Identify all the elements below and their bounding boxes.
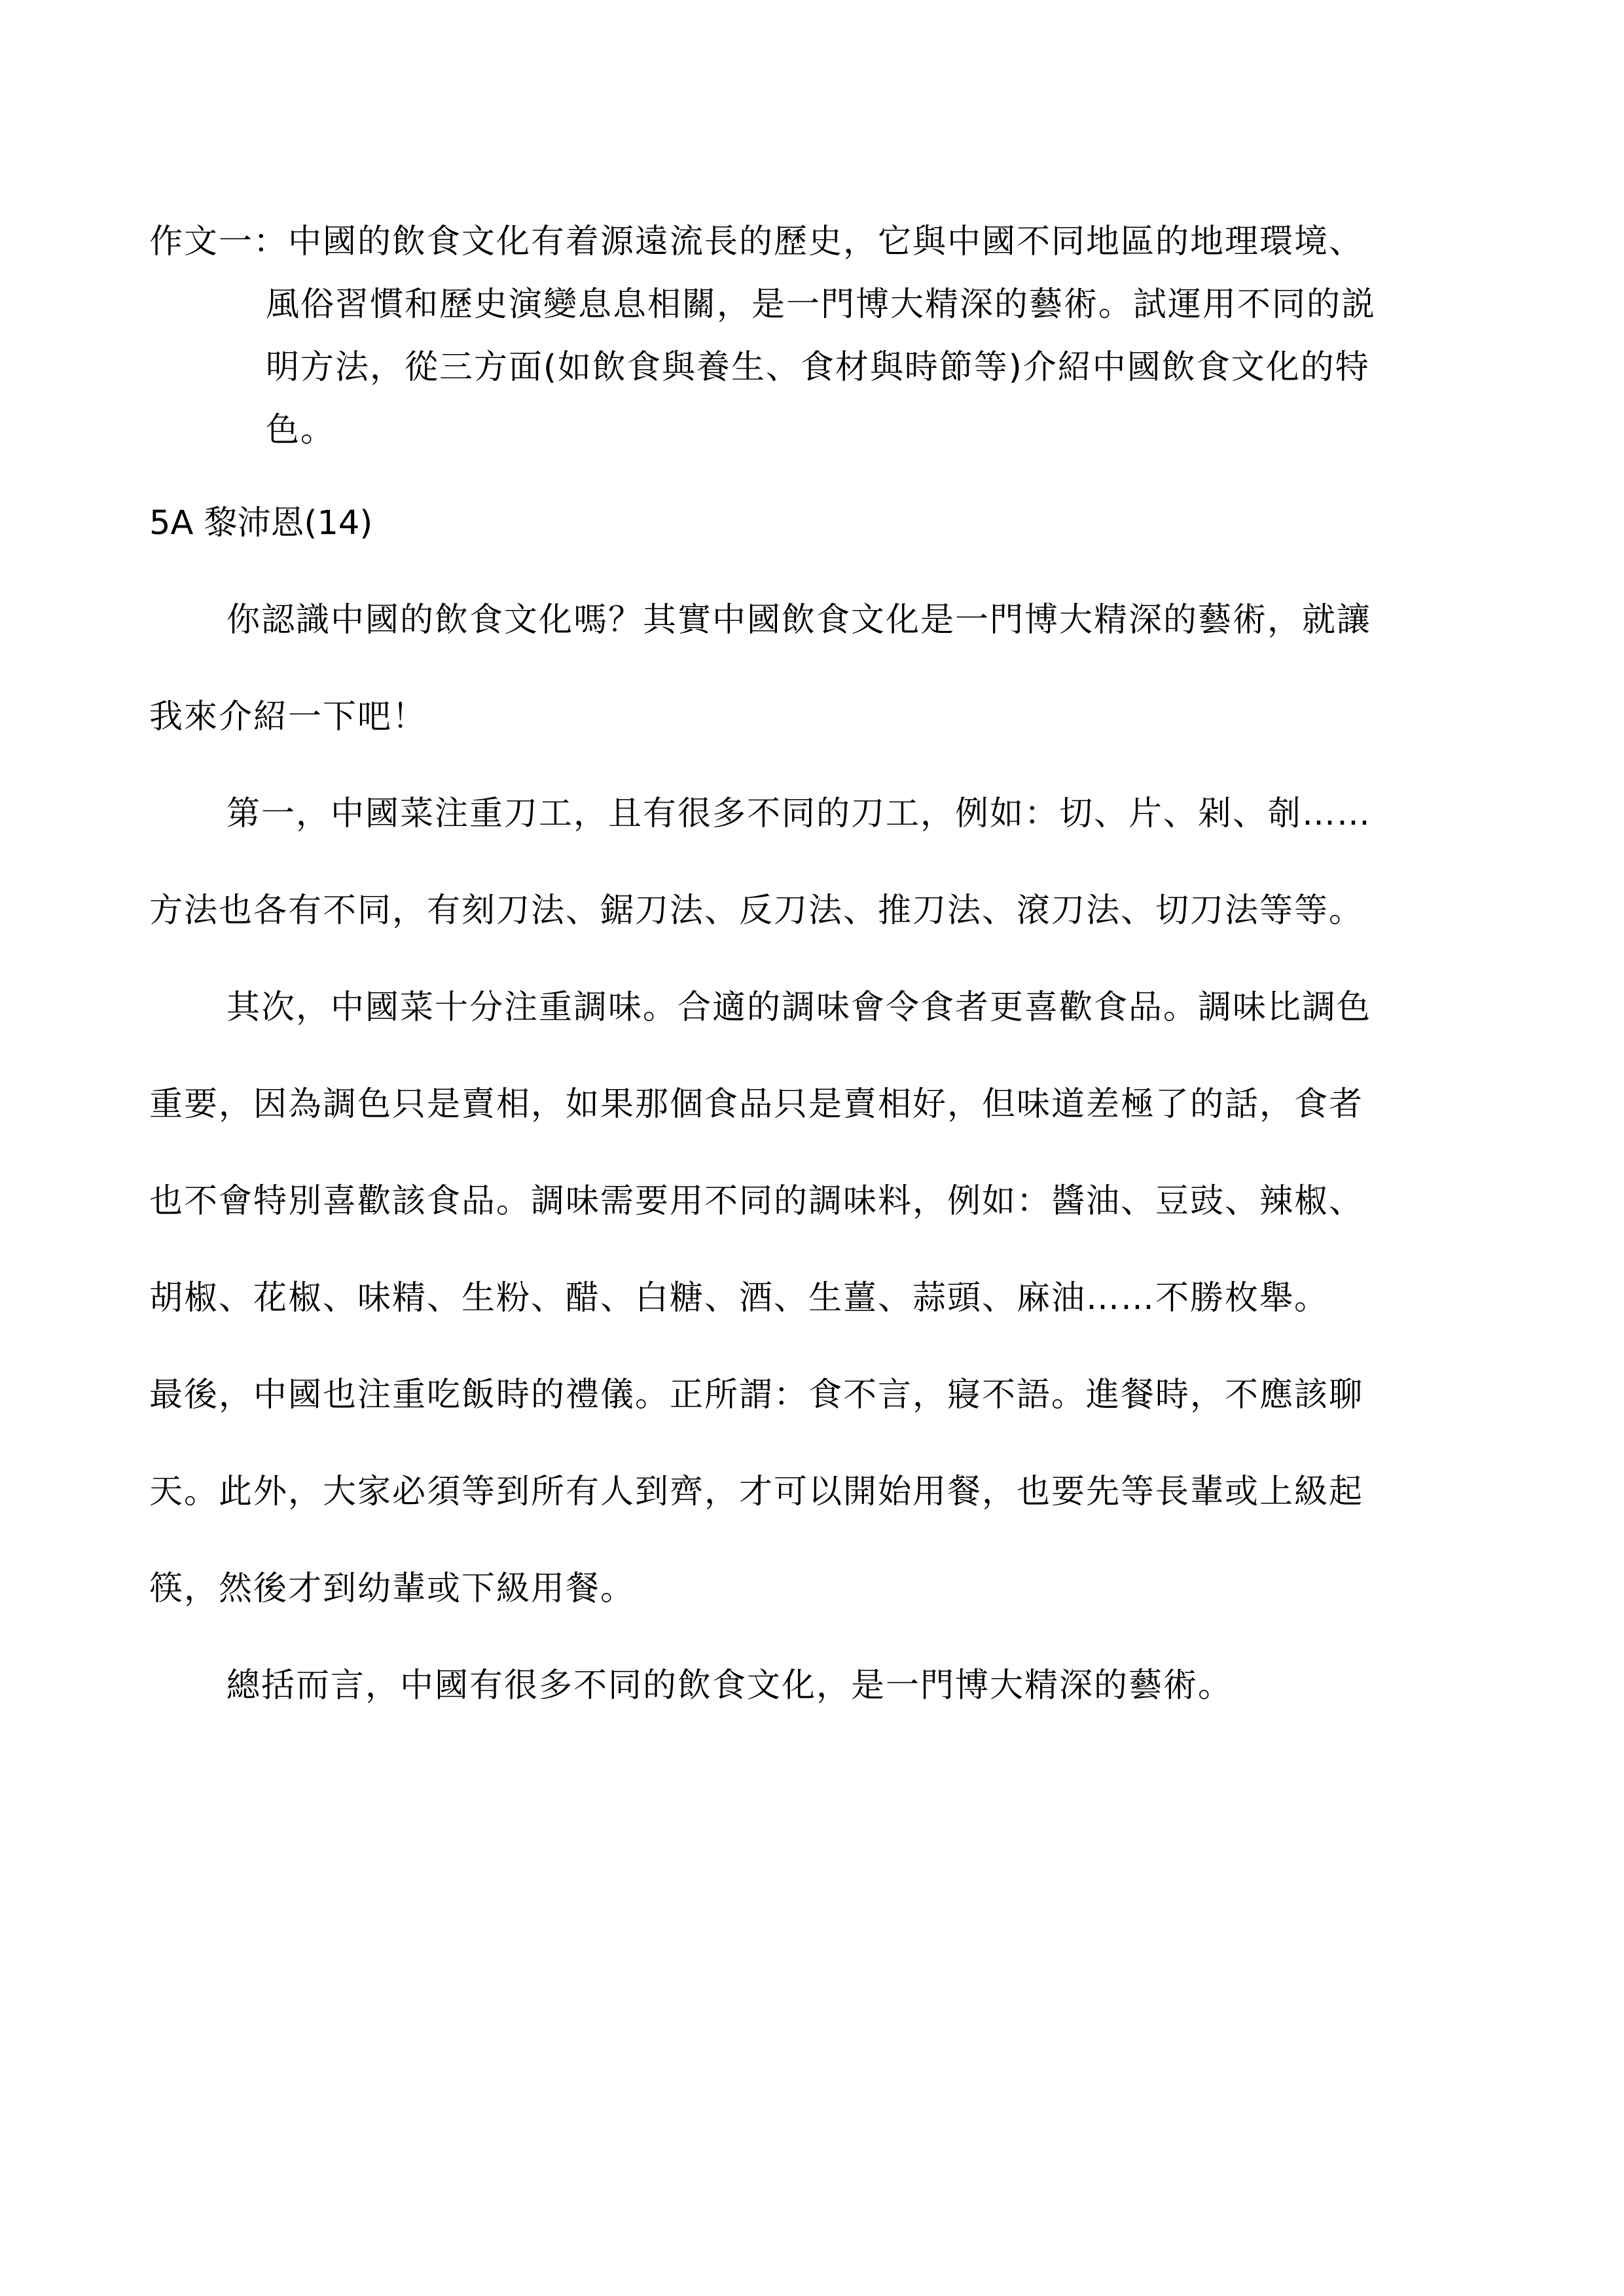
prompt-line: 風俗習慣和歷史演變息息相關，是一門博大精深的藝術。試運用不同的説 xyxy=(266,285,1377,324)
essay-line: 你認識中國的飲食文化嗎？其實中國飲食文化是一門博大精深的藝術，就讓 xyxy=(226,601,1372,639)
essay-body xyxy=(149,589,1491,1751)
essay-line: 其次，中國菜十分注重調味。合適的調味會令食者更喜歡食品。調味比調色 xyxy=(226,988,1372,1027)
essay-line: 總括而言，中國有很多不同的飲食文化，是一門博大精深的藝術。 xyxy=(226,1666,1233,1705)
essay-line: 筷，然後才到幼輩或下級用餐。 xyxy=(149,1570,636,1608)
essay-line: 最後，中國也注重吃飯時的禮儀。正所謂：食不言，寢不語。進餐時，不應該聊 xyxy=(149,1376,1364,1414)
essay-line: 也不會特別喜歡該食品。調味需要用不同的調味料，例如：醬油、豆豉、辣椒、 xyxy=(149,1182,1364,1221)
essay-line: 天。此外，大家必須等到所有人到齊，才可以開始用餐，也要先等長輩或上級起 xyxy=(149,1473,1364,1511)
essay-line: 方法也各有不同，有刻刀法、鋸刀法、反刀法、推刀法、滾刀法、切刀法等等。 xyxy=(149,891,1364,930)
essay-prompt xyxy=(149,211,1491,462)
prompt-line: 明方法，從三方面(如飲食與養生、食材與時節等)介紹中國飲食文化的特 xyxy=(266,348,1370,387)
prompt-line: 作文一：中國的飲食文化有着源遠流長的歷史，它與中國不同地區的地理環境、 xyxy=(149,223,1364,261)
prompt-line: 色。 xyxy=(266,411,336,450)
essay-line: 第一，中國菜注重刀工，且有很多不同的刀工，例如：切、片、剁、剞…… xyxy=(226,795,1372,833)
essay-line: 重要，因為調色只是賣相，如果那個食品只是賣相好，但味道差極了的話，食者 xyxy=(149,1085,1364,1124)
essay-line: 胡椒、花椒、味精、生粉、醋、白糖、酒、生薑、蒜頭、麻油……不勝枚舉。 xyxy=(149,1279,1329,1318)
essay-line: 我來介紹一下吧！ xyxy=(149,698,427,736)
author-label: 5A 黎沛恩(14) xyxy=(149,504,373,543)
